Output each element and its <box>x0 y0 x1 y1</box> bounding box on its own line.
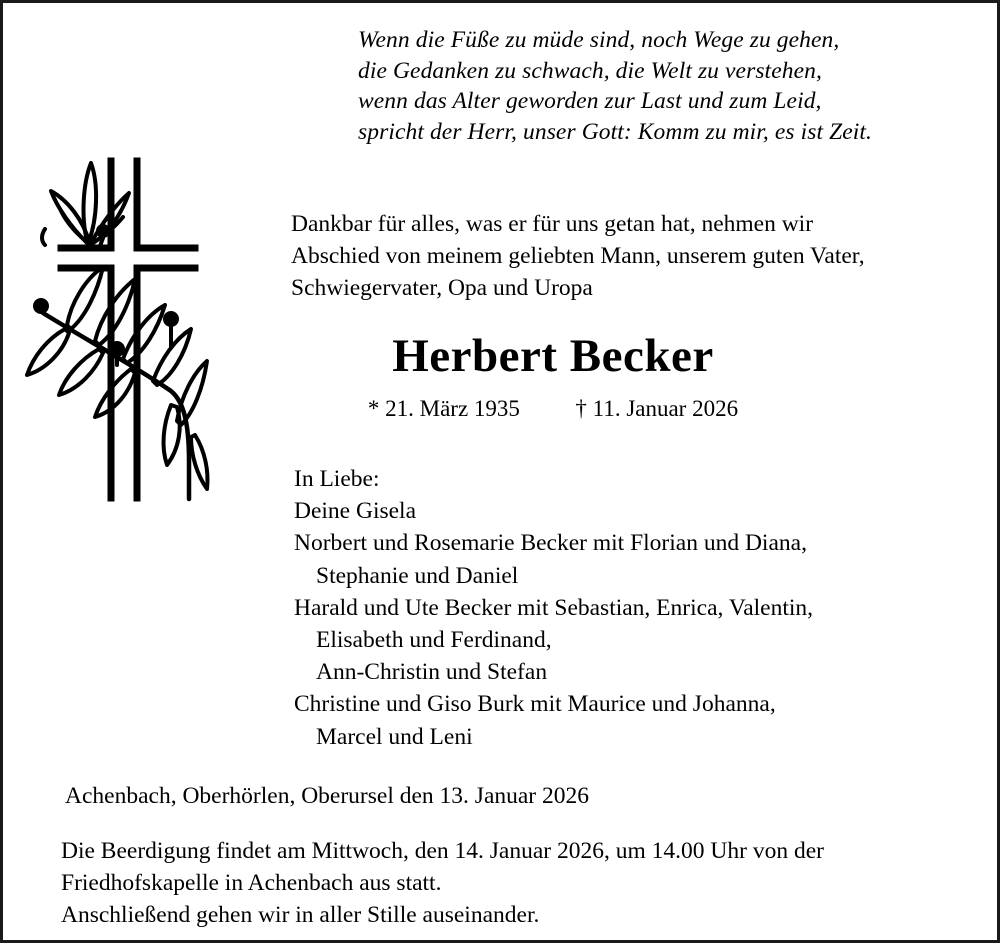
funeral-details-line: Friedhofskapelle in Achenbach aus statt. <box>61 870 442 896</box>
mourner-line: Marcel und Leni <box>316 723 473 750</box>
mourner-line: Elisabeth und Ferdinand, <box>316 627 552 654</box>
memorial-poem <box>358 25 938 147</box>
mourners-heading: In Liebe: <box>294 466 380 492</box>
deceased-name: Herbert Becker <box>392 330 714 382</box>
notice-inner <box>3 3 997 940</box>
poem-line: spricht der Herr, unser Gott: Komm zu mir, es ist Zeit. <box>358 118 873 145</box>
funeral-details-line: Die Beerdigung findet am Mittwoch, den 14. Januar 2026, um 14.00 Uhr von der <box>61 838 824 864</box>
mourner-line: Harald und Ute Becker mit Sebastian, Enrica, Valentin, <box>294 594 814 621</box>
birth-symbol: * <box>367 396 380 421</box>
poem-line: Wenn die Füße zu müde sind, noch Wege zu gehen, <box>358 27 840 53</box>
death-symbol: † <box>575 396 587 421</box>
intro-text <box>291 208 931 304</box>
mourner-line: Deine Gisela <box>294 498 417 525</box>
mourner-line: Christine und Giso Burk mit Maurice und Johanna, <box>294 691 776 718</box>
mourners-list <box>294 463 934 753</box>
life-dates <box>243 395 863 423</box>
birth-date: 21. März 1935 <box>385 396 520 421</box>
intro-line: Dankbar für alles, was er für uns getan hat, nehmen wir <box>291 211 814 237</box>
intro-line: Schwiegervater, Opa und Uropa <box>291 275 593 301</box>
poem-line: die Gedanken zu schwach, die Welt zu verstehen, <box>358 57 822 84</box>
death-date: 11. Januar 2026 <box>592 396 739 421</box>
funeral-details-line: Anschließend gehen wir in aller Stille auseinander. <box>61 902 540 928</box>
mourner-line: Stephanie und Daniel <box>316 562 519 589</box>
cross-with-olive-branch-icon <box>25 143 225 513</box>
place-and-date-line: Achenbach, Oberhörlen, Oberursel den 13. Januar 2026 <box>65 783 589 809</box>
funeral-details <box>61 835 961 931</box>
intro-line: Abschied von meinem geliebten Mann, unserem guten Vater, <box>291 243 865 269</box>
poem-line: wenn das Alter geworden zur Last und zum Leid, <box>358 88 822 114</box>
mourner-line: Norbert und Rosemarie Becker mit Florian und Diana, <box>294 530 807 557</box>
mourner-line: Ann-Christin und Stefan <box>316 659 548 686</box>
